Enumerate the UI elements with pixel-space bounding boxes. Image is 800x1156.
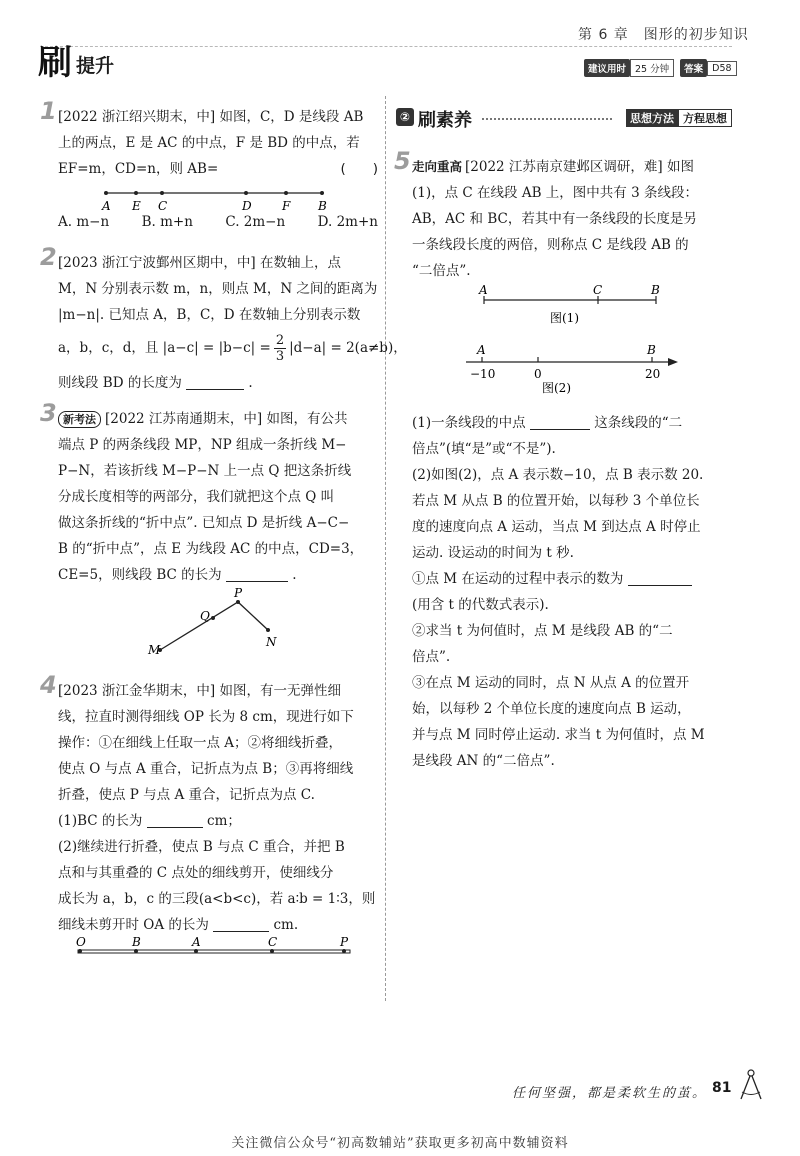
answer-page: D58 [707, 61, 736, 76]
problem-text-line [58, 156, 378, 182]
point-B [320, 191, 324, 195]
point-label-C: C [158, 199, 168, 213]
problem-text: . [248, 375, 253, 391]
problem-text: cm； [207, 813, 241, 829]
point-D [244, 191, 248, 195]
problem-text-line: 折叠，使点 P 与点 A 重合，记折点为点 C. [58, 787, 315, 803]
meta-info [584, 59, 737, 77]
footer-note: 关注微信公众号“初高数辅站”获取更多初高中数辅资料 [231, 1136, 569, 1151]
problem-text: EF=m，CD=n，则 AB= [58, 161, 219, 177]
point-P [342, 949, 346, 953]
point-label-B: B [651, 284, 660, 297]
problem-text-line: 度的速度向点 A 运动，当点 M 到达点 A 时停止 [412, 519, 701, 535]
method-label: 思想方法 [626, 109, 678, 127]
tick-label: 0 [534, 367, 542, 381]
fraction [274, 333, 286, 364]
section-dotted-rule [482, 118, 612, 120]
footer-slogan: 任何坚强，都是柔软生的茧。 [512, 1086, 708, 1101]
problem-text-line: 倍点”. [412, 649, 451, 665]
fraction-denominator: 3 [275, 348, 285, 364]
header-divider [40, 46, 732, 47]
problem-number: 1 [40, 97, 57, 125]
point-label-B: B [132, 936, 141, 949]
problem-text-line: 成长为 a，b，c 的三段(a<b<c)，若 a∶b = 1∶3，则 [58, 891, 376, 907]
problem-text-line: 点和与其重叠的 C 点处的细线剪开，使细线分 [58, 865, 334, 881]
problem-text-line [412, 154, 698, 180]
point-label-P: P [234, 588, 243, 600]
p3-polyline-diagram [140, 588, 300, 663]
problem-text-line: ③在点 M 运动的同时，点 N 从点 A 的位置开 [412, 675, 690, 691]
problem-text-line: ②求当 t 为何值时，点 M 是线段 AB 的“二 [412, 623, 673, 639]
chapter-title: 第 6 章 图形的初步知识 [578, 27, 749, 43]
problem-text-line: (2)如图(2)，点 A 表示数−10，点 B 表示数 20. [412, 467, 704, 483]
problem-text: 则线段 BD 的长度为 [58, 375, 182, 391]
p4-string-diagram [72, 936, 362, 962]
method-tag [626, 109, 732, 127]
choice-c: C. 2m−n [225, 214, 286, 230]
tick-label: −10 [470, 367, 496, 381]
point-label-F: F [282, 199, 291, 213]
problem-text-line [58, 370, 407, 396]
point-label-B: B [647, 343, 656, 357]
figure-caption: 图(1) [550, 311, 579, 325]
problem-text: (1)BC 的长为 [58, 813, 143, 829]
p5-figure-2 [460, 342, 690, 398]
problem-text-line: (用含 t 的代数式表示). [412, 597, 549, 613]
problem-text-line: 使点 O 与点 A 重合，记折点为点 B；③再将细线 [58, 761, 354, 777]
problem-text-line: 倍点”(填“是”或“不是”). [412, 441, 556, 457]
problem-number: 5 [394, 147, 411, 175]
point-label-N: N [266, 635, 277, 649]
answer-paren: ( ) [340, 161, 378, 177]
problem-text: [2022 江苏南通期末，中] 如图，有公共 [105, 411, 348, 427]
choice-b: B. m+n [141, 214, 193, 230]
equation-right: |d−a| = 2(a≠b)， [289, 340, 407, 356]
method-value: 方程思想 [678, 109, 732, 127]
tick-label: 20 [645, 367, 661, 381]
problem-text-line: 上的两点，E 是 AC 的中点，F 是 BD 的中点，若 [58, 135, 360, 151]
fraction-numerator: 2 [275, 332, 285, 348]
equation-left: a，b，c，d，且 |a−c| = |b−c| = [58, 340, 271, 356]
choice-a: A. m−n [58, 214, 110, 230]
problem-text-line: [2023 浙江宁波鄞州区期中，中] 在数轴上，点 [58, 255, 341, 271]
problem-text-line [58, 808, 375, 834]
problem-number: 2 [40, 243, 57, 271]
problem-text: . [292, 567, 297, 583]
problem-text: (1)一条线段的中点 [412, 415, 526, 431]
problem-text: 这条线段的“二 [594, 415, 683, 431]
point-label-A: A [477, 343, 486, 357]
answer-blank[interactable] [226, 566, 288, 582]
problem-text-line: 做这条折线的“折中点”. 已知点 D 是折线 A−C− [58, 515, 350, 531]
logo-main-char: 刷 [38, 43, 72, 83]
point-label-C: C [268, 936, 278, 949]
point-E [134, 191, 138, 195]
point-label-B: B [318, 199, 327, 213]
problem-text-line: 若点 M 从点 B 的位置开始，以每秒 3 个单位长 [412, 493, 700, 509]
point-A [104, 191, 108, 195]
problem-text-line: P−N，若该折线 M−P−N 上一点 Q 把这条折线 [58, 463, 352, 479]
answer-blank[interactable] [530, 414, 590, 430]
point-label-M: M [148, 643, 161, 657]
problem-text-line: [2022 浙江绍兴期末，中] 如图，C，D 是线段 AB [58, 109, 364, 125]
problem-text-line: 操作：①在细线上任取一点 A；②将细线折叠， [58, 735, 343, 751]
problem-text-line: AB，AC 和 BC，若其中有一条线段的长度是另 [412, 211, 697, 227]
problem-text: cm. [273, 917, 299, 933]
point-A [194, 949, 198, 953]
point-label-P: P [340, 936, 349, 949]
point-label-C: C [593, 284, 603, 297]
problem-text-line: “二倍点”. [412, 263, 471, 279]
logo-sub-text: 提升 [76, 55, 115, 77]
p1-segment-diagram [90, 184, 340, 214]
problem-text-line [58, 912, 375, 938]
point-label-D: D [242, 199, 252, 213]
problem-text-line: 始，以每秒 2 个单位长度的速度向点 B 运动， [412, 701, 691, 717]
point-C [160, 191, 164, 195]
figure-caption: 图(2) [542, 381, 571, 395]
point-label-O: O [76, 936, 86, 949]
point-label-E: E [132, 199, 141, 213]
problem-text: CE=5，则线段 BC 的长为 [58, 567, 222, 583]
equation-line [58, 328, 407, 368]
choice-d: D. 2m+n [317, 214, 378, 230]
column-divider [385, 96, 386, 1001]
compass-icon [736, 1068, 766, 1102]
problem-text-line: (2)继续进行折叠，使点 B 与点 C 重合，并把 B [58, 839, 345, 855]
problem-text-line: M，N 分别表示数 m，n，则点 M，N 之间的距离为 [58, 281, 378, 297]
point-label-A: A [479, 284, 488, 297]
section-badge: ② [396, 108, 414, 126]
time-label: 建议用时 [584, 59, 630, 77]
problem-text: ①点 M 在运动的过程中表示的数为 [412, 571, 624, 587]
problem-text-line: 一条线段长度的两倍，则称点 C 是线段 AB 的 [412, 237, 689, 253]
answer-label: 答案 [680, 59, 707, 77]
problem-text-line: B 的“折中点”，点 E 为线段 AC 的中点，CD=3， [58, 541, 364, 557]
problem-text-line: 线，拉直时测得细线 OP 长为 8 cm，现进行如下 [58, 709, 354, 725]
problem-text-line [58, 406, 363, 432]
problem-number: 4 [40, 671, 57, 699]
lead-label: 走向重高 [412, 159, 463, 174]
problem-text-line [412, 410, 705, 436]
section-title: 刷素养 [418, 110, 472, 131]
problem-text: [2022 江苏南京建邺区调研，难] 如图 [465, 159, 694, 175]
point-O [78, 949, 82, 953]
problem-text-line: (1)，点 C 在线段 AB 上，图中共有 3 条线段： [412, 185, 698, 201]
page-number: 81 [712, 1080, 732, 1096]
answer-blank[interactable] [213, 916, 269, 932]
answer-blank[interactable] [147, 812, 203, 828]
answer-blank[interactable] [186, 374, 244, 390]
p1-choices [58, 214, 378, 230]
time-value: 25 分钟 [630, 59, 674, 77]
section-logo [38, 43, 115, 83]
point-C [270, 949, 274, 953]
problem-number: 3 [40, 399, 57, 427]
problem-text-line [58, 562, 363, 588]
point-label-A: A [192, 936, 201, 949]
point-label-Q: Q [200, 609, 210, 623]
problem-text-line: |m−n|. 已知点 A，B，C，D 在数轴上分别表示数 [58, 307, 361, 323]
new-method-badge: 新考法 [58, 411, 101, 428]
point-label-A: A [102, 199, 111, 213]
problem-text-line: 运动. 设运动的时间为 t 秒. [412, 545, 574, 561]
problem-text-line: 并与点 M 同时停止运动. 求当 t 为何值时，点 M [412, 727, 705, 743]
p5-figure-1 [470, 284, 680, 334]
problem-text-line: 是线段 AN 的“二倍点”. [412, 753, 555, 769]
section-heading [396, 107, 732, 129]
problem-text-line: [2023 浙江金华期末，中] 如图，有一无弹性细 [58, 683, 341, 699]
problem-text: 细线未剪开时 OA 的长为 [58, 917, 209, 933]
answer-blank[interactable] [628, 570, 692, 586]
point-B [134, 949, 138, 953]
problem-text-line [412, 566, 705, 592]
problem-text-line: 端点 P 的两条线段 MP，NP 组成一条折线 M− [58, 437, 347, 453]
problem-text-line: 分成长度相等的两部分，我们就把这个点 Q 叫 [58, 489, 335, 505]
point-F [284, 191, 288, 195]
